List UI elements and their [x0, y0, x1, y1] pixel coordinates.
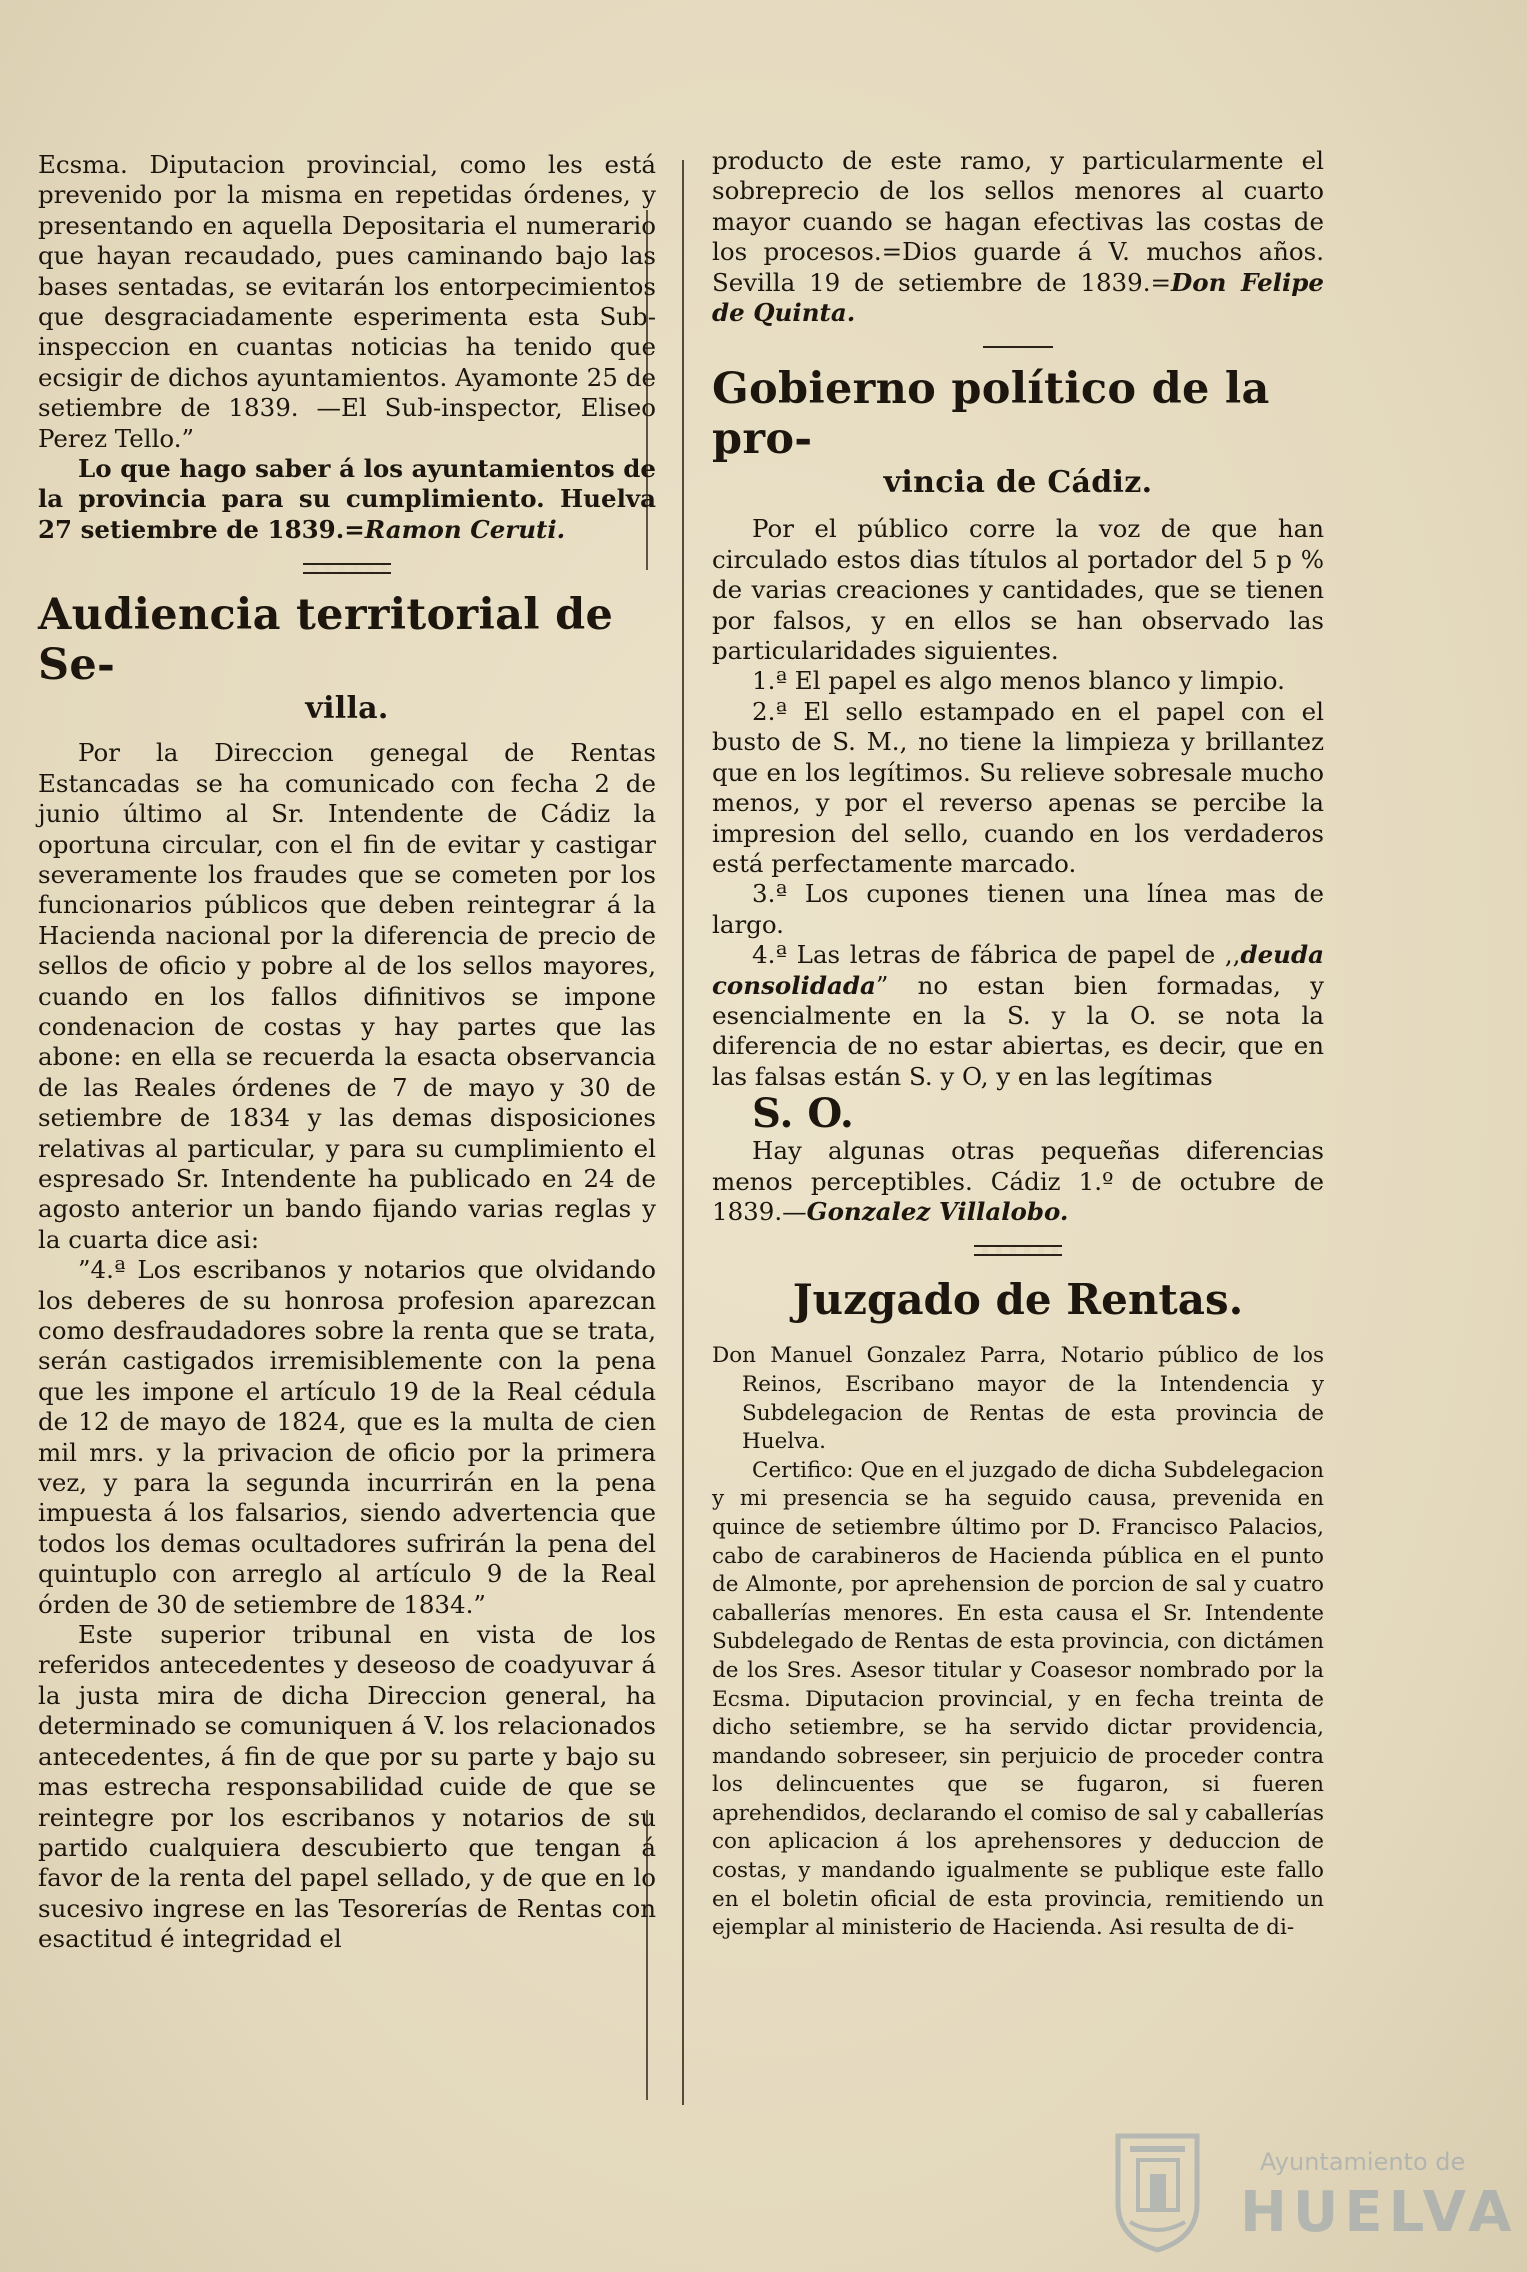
list-item [712, 940, 1324, 1136]
left-paragraph-3: Por la Direccion genegal de Rentas Estancadas se ha comunicado con fecha 2 de junio último al Sr. Intendente de Cádiz la oportuna circular, con el fin de evitar y castigar severamente los fraudes que se cometen por los funcionarios públicos que deben reintegrar á la Hacienda nacional por la diferencia de precio de sellos de oficio y pobre al de los sellos mayores, cuando en los fallos difinitivos se impone condenacion de costas y hay partes que las abone: en ella se recuerda la esacta observancia de las Reales órdenes de 7 de mayo y 30 de setiembre de 1834 y las demas disposiciones relativas al particular, y para su cumplimiento el espresado Sr. Intendente ha publicado en 24 de agosto anterior un bando fijando varias reglas y la cuarta dice asi: [38, 738, 656, 1254]
right-paragraph-2: Por el público corre la voz de que han circulado estos dias títulos al portador del 5 p % de varias creaciones y cantidades, que se tienen por falsos, y en ellos se han observado las particularidades siguientes. [712, 514, 1324, 666]
left-paragraph-2 [38, 454, 656, 545]
notary-section [712, 1342, 1324, 1942]
watermark-main-text: HUELVA [1240, 2180, 1518, 2245]
watermark-top-text: Ayuntamiento de [1260, 2148, 1466, 2176]
list-item: 1.ª El papel es algo menos blanco y limpio. [752, 666, 1285, 696]
list-item: 2.ª El sello estampado en el papel con el busto de S. M., no tiene la limpieza y brillantez que en los legítimos. Su relieve sobresale mucho menos, y por el reverso apenas se percibe la impresion del sello, cuando en los verdaderos está perfectamente marcado. [712, 696, 1324, 878]
heading-gobierno [712, 364, 1324, 502]
right-paragraph-3-signature: Gonzalez Villalobo. [806, 1196, 1069, 1226]
notary-intro: Don Manuel Gonzalez Parra, Notario público de los Reinos, Escribano mayor de la Intendencia y Subdelegacion de Rentas de esta provincia de Huelva. [712, 1343, 1324, 1455]
shield-icon [1110, 2126, 1205, 2254]
left-paragraph-5: Este superior tribunal en vista de los referidos antecedentes y deseoso de coadyuvar á la justa mira de dicha Direccion general, ha determinado se comuniquen á V. los relacionados antecedentes, á fin de que por su parte y bajo su mas estrecha responsabilidad cuide de que se reintegre por los escribanos y notarios de su partido cualquiera descubierto que tengan á favor de la renta del papel sellado, y de que en lo sucesivo ingrese en las Tesorerías de Rentas con esactitud é integridad el [38, 1620, 656, 1954]
left-paragraph-2-text: Lo que hago saber á los ayuntamientos de la provincia para su cumplimiento. Huelva 27 setiembre de 1839.= [38, 454, 656, 544]
archive-watermark [1110, 2120, 1518, 2260]
heading-audiencia-line2: villa. [305, 691, 389, 727]
section-separator [983, 346, 1053, 348]
item4-so-letters: S. O. [752, 1090, 854, 1138]
right-paragraph-3 [712, 1136, 1324, 1227]
left-paragraph-2-signature: Ramon Ceruti. [364, 514, 566, 544]
right-paragraph-3-text: Hay algunas otras pequeñas diferencias menos perceptibles. Cádiz 1.º de octubre de 1839.— [712, 1136, 1324, 1226]
section-separator [303, 563, 391, 574]
right-paragraph-1 [712, 146, 1324, 328]
right-paragraph-1-text: producto de este ramo, y particularmente el sobreprecio de los sellos menores al cuarto mayor cuando se hagan efectivas las costas de los procesos.=Dios guarde á V. muchos años. Sevilla 19 de setiembre de 1839.= [712, 146, 1324, 297]
left-paragraph-1: Ecsma. Diputacion provincial, como les está prevenido por la misma en repetidas órdenes, y presentando en aquella Depositaria el numerario que hayan recaudado, pues caminando bajo las bases sentadas, se evitarán los entorpecimientos que desgraciadamente esperimenta esta Sub-inspeccion en cuantas noticias ha tenido que ecsigir de dichos ayuntamientos. Ayamonte 25 de setiembre de 1839. —El Sub-inspector, Eliseo Perez Tello.” [38, 150, 656, 453]
column-divider [682, 160, 684, 2105]
item4-italic: deuda consolidada [712, 940, 1324, 1000]
item4-text-b: ” no estan bien formadas, y esencialmente en la S. y la O. se nota la diferencia de no estar abiertas, es decir, que en las falsas están S. y O, y en las legítimas [712, 970, 1324, 1091]
right-paragraph-1-signature: Don Felipe de Quinta. [712, 267, 1325, 328]
left-paragraph-4: ”4.ª Los escribanos y notarios que olvidando los deberes de su honrosa profesion aparezcan como desfraudadores sobre la renta que se trata, serán castigados irremisiblemente con la pena que les impone el artículo 19 de la Real cédula de 12 de mayo de 1824, que es la multa de cien mil mrs. y la privacion de oficio por la primera vez, y para la segunda incurrirán en la pena impuesta á los falsarios, siendo advertencia que todos los demas ocultadores sufrirán la pena del quintuplo con arreglo al artículo 9 de la Real órden de 30 de setiembre de 1834.” [38, 1255, 656, 1619]
right-column [712, 146, 1324, 1943]
heading-gobierno-line2: vincia de Cádiz. [883, 465, 1153, 501]
heading-audiencia-line1: Audiencia territorial de Se- [38, 590, 614, 691]
section-separator [974, 1245, 1062, 1256]
notary-body: Certifico: Que en el juzgado de dicha Subdelegacion y mi presencia se ha seguido causa, prevenida en quince de setiembre último por D. Francisco Palacios, cabo de carabineros de Hacienda pública en el punto de Almonte, por aprehension de porcion de sal y cuatro caballerías menores. En esta causa el Sr. Intendente Subdelegado de Rentas de esta provincia, con dictámen de los Sres. Asesor titular y Coasesor nombrado por la Ecsma. Diputacion provincial, y en fecha treinta de dicho setiembre, se ha servido dictar providencia, mandando sobreseer, sin perjuicio de proceder contra los delincuentes que se fugaron, si fueren aprehendidos, declarando el comiso de sal y caballerías con aplicacion á los aprehensores y deduccion de costas, y mandando igualmente se publique este fallo en el boletin oficial de esta provincia, remitiendo un ejemplar al ministerio de Hacienda. Asi resulta de di- [712, 1457, 1324, 1941]
heading-audiencia [38, 590, 656, 728]
heading-juzgado: Juzgado de Rentas. [792, 1275, 1244, 1325]
heading-gobierno-line1: Gobierno político de la pro- [712, 364, 1270, 465]
list-item: 3.ª Los cupones tienen una línea mas de largo. [712, 879, 1324, 939]
item4-text-a: 4.ª Las letras de fábrica de papel de ,, [752, 940, 1241, 970]
left-column [38, 150, 656, 1955]
